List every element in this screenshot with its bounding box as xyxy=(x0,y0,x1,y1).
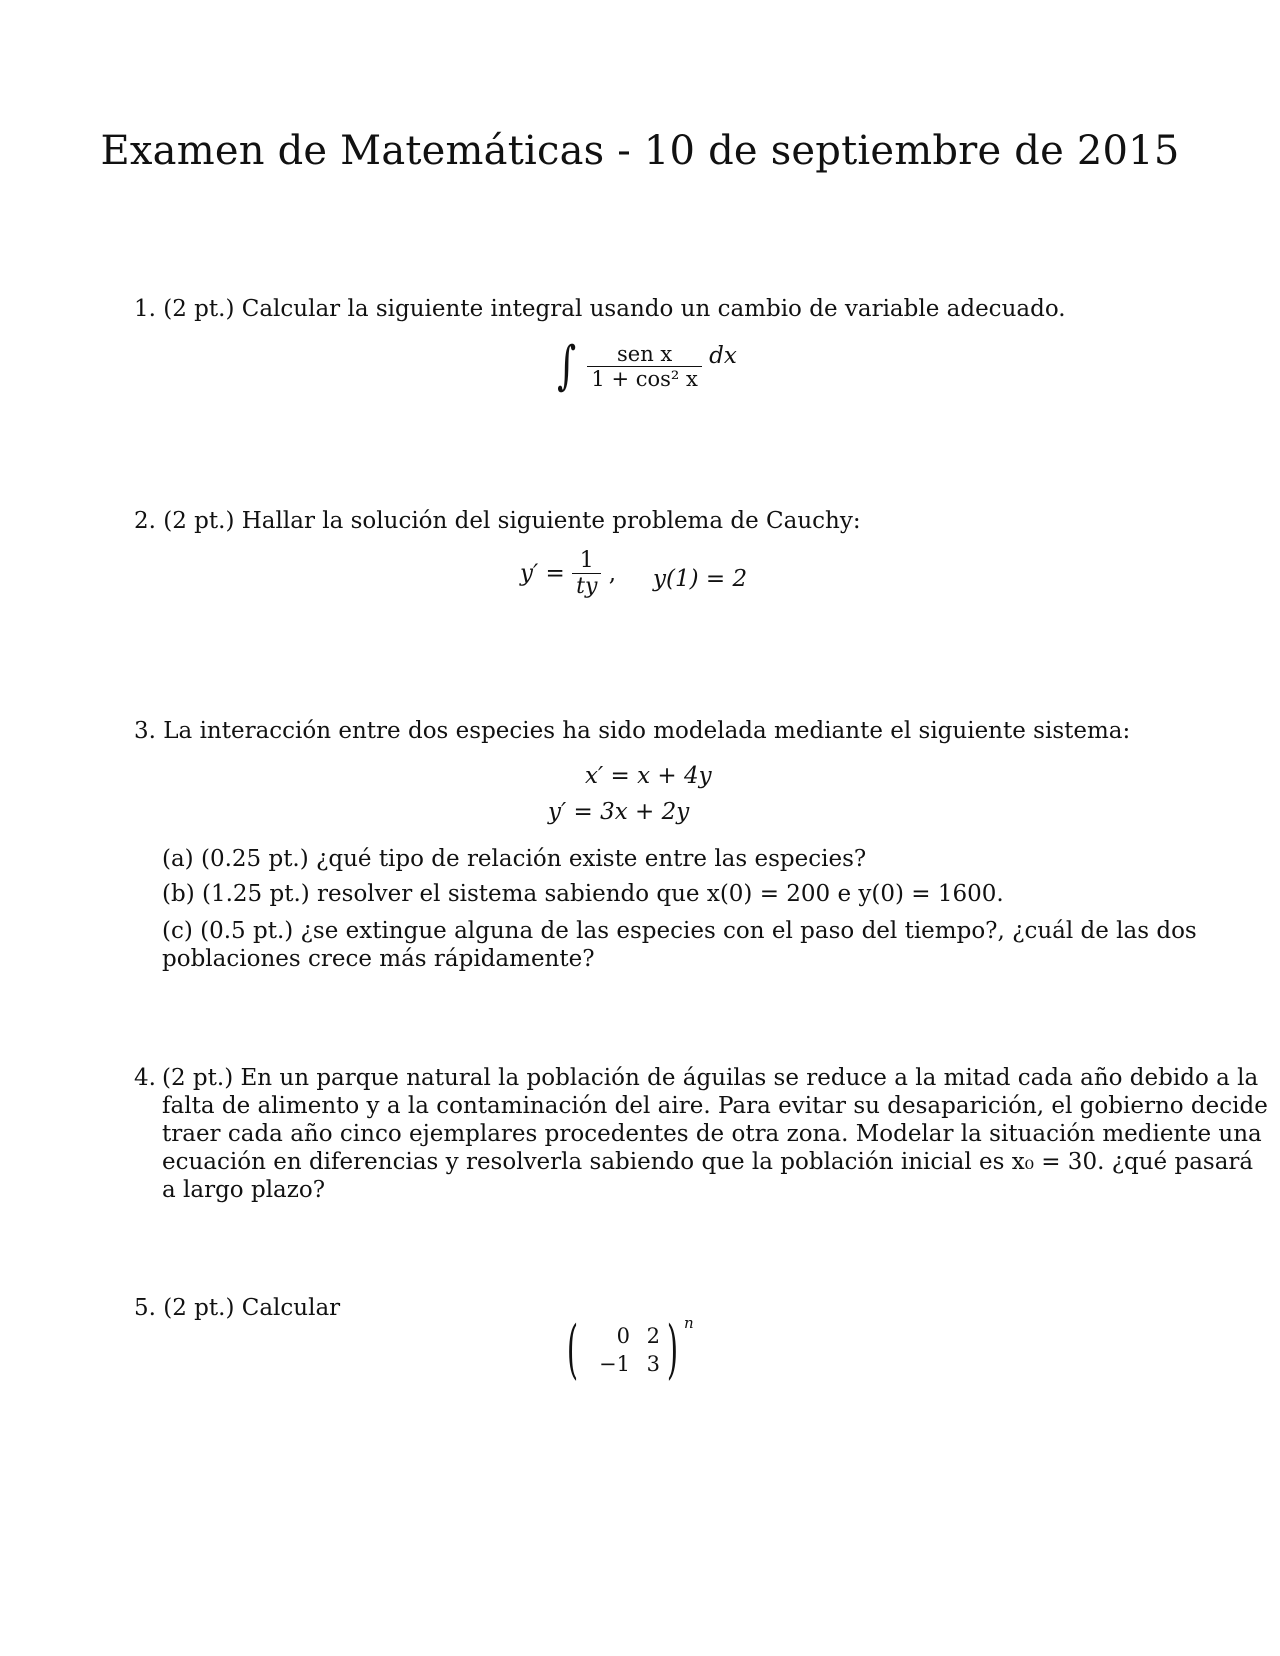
initial-condition: y(1) = 2 xyxy=(653,566,748,592)
subquestion-c-line-1: (c) (0.5 pt.) ¿se extingue alguna de las especies con el paso del tiempo?, ¿cuál de las dos xyxy=(162,918,1197,944)
integral-formula xyxy=(553,336,737,400)
numerator: 1 xyxy=(579,548,594,573)
question-number: 4. xyxy=(134,1065,156,1091)
comma: , xyxy=(608,560,617,587)
integral-sign: ∫ xyxy=(557,336,577,396)
denominator: 1 + cos² x xyxy=(591,366,698,391)
system-equation-2: y′ = 3x + 2y xyxy=(548,799,690,825)
fraction xyxy=(572,548,601,599)
question-number: 2. xyxy=(134,508,156,534)
question-1 xyxy=(134,295,1134,324)
matrix-cell-0-1: 2 xyxy=(646,1324,660,1348)
question-4-line-1: (2 pt.) En un parque natural la población de águilas se reduce a la mitad cada año debido a la xyxy=(162,1065,1259,1091)
matrix-left-paren: ( xyxy=(566,1313,579,1387)
question-text: (2 pt.) Hallar la solución del siguiente problema de Cauchy: xyxy=(163,508,861,534)
fraction xyxy=(587,342,701,391)
denominator: ty xyxy=(576,574,598,599)
matrix-cell-1-1: 3 xyxy=(646,1352,660,1376)
question-4-line-4: ecuación en diferencias y resolverla sabiendo que la población inicial es x₀ = 30. ¿qué pasará xyxy=(162,1149,1254,1175)
matrix-exponent: n xyxy=(684,1314,694,1332)
cauchy-equation xyxy=(520,548,616,599)
matrix-right-paren: ) xyxy=(666,1313,679,1387)
question-4-line-5: a largo plazo? xyxy=(162,1177,326,1203)
page-title: Examen de Matemáticas - 10 de septiembre de 2015 xyxy=(100,128,1180,174)
question-number: 5. xyxy=(134,1295,156,1321)
differential: dx xyxy=(709,343,737,369)
matrix-cell-1-0: −1 xyxy=(599,1352,630,1376)
question-text: (2 pt.) Calcular xyxy=(163,1295,341,1321)
question-number: 3. xyxy=(134,718,156,744)
question-4-line-2: falta de alimento y a la contaminación del aire. Para evitar su desaparición, el gobierno decide xyxy=(162,1093,1268,1119)
question-text: La interacción entre dos especies ha sido modelada mediante el siguiente sistema: xyxy=(163,718,1131,744)
system-equation-1: x′ = x + 4y xyxy=(585,763,712,789)
question-3 xyxy=(134,717,1134,746)
question-2 xyxy=(134,507,1134,536)
numerator: sen x xyxy=(617,341,673,366)
subquestion-b: (b) (1.25 pt.) resolver el sistema sabiendo que x(0) = 200 e y(0) = 1600. xyxy=(162,881,1004,907)
question-text: (2 pt.) Calcular la siguiente integral usando un cambio de variable adecuado. xyxy=(163,296,1066,322)
question-4-line-3: traer cada año cinco ejemplares procedentes de otra zona. Modelar la situación mediente una xyxy=(162,1121,1262,1147)
matrix-cell-0-0: 0 xyxy=(616,1324,630,1348)
subquestion-a: (a) (0.25 pt.) ¿qué tipo de relación existe entre las especies? xyxy=(162,846,867,872)
equation-lhs: y′ = xyxy=(520,560,565,587)
question-number: 1. xyxy=(134,296,156,322)
subquestion-c-line-2: poblaciones crece más rápidamente? xyxy=(162,946,595,972)
